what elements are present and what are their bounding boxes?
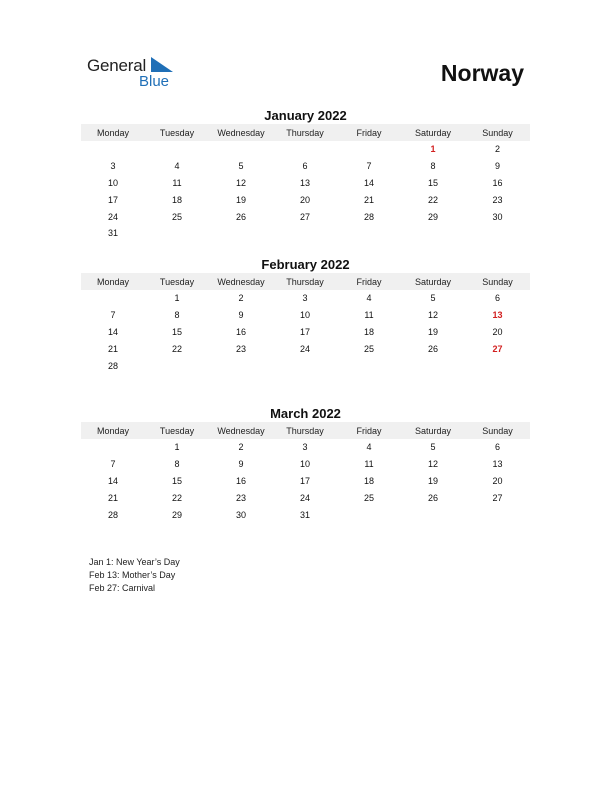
day-cell: 22 (171, 492, 182, 503)
day-cell: 4 (366, 442, 372, 453)
day-cell: 10 (107, 177, 118, 188)
logo-flag-icon (147, 57, 175, 73)
day-cell: 6 (494, 293, 500, 304)
day-cell: 28 (107, 360, 118, 371)
month-title: March 2022 (270, 406, 341, 421)
week-row (81, 208, 530, 225)
day-cell: 29 (171, 509, 182, 520)
month-calendar (81, 405, 530, 523)
weekday-header: Sunday (482, 425, 513, 436)
day-cell: 31 (299, 509, 310, 520)
day-cell: 5 (238, 161, 244, 172)
day-cell: 6 (494, 442, 500, 453)
day-cell: 7 (110, 459, 116, 470)
holiday-item: Feb 13: Mother’s Day (89, 570, 176, 580)
day-cell: 3 (302, 442, 308, 453)
week-row (81, 307, 530, 324)
week-row (81, 473, 530, 490)
generalblue-logo (87, 54, 187, 94)
day-cell: 12 (235, 177, 246, 188)
day-cell: 25 (363, 492, 374, 503)
day-cell: 10 (299, 310, 310, 321)
day-cell: 22 (427, 194, 438, 205)
day-cell: 21 (107, 343, 118, 354)
day-cell: 14 (107, 475, 118, 486)
weekday-header: Wednesday (217, 425, 265, 436)
month-calendar (81, 107, 530, 242)
weekday-header: Thursday (286, 425, 324, 436)
weekday-header: Tuesday (159, 425, 195, 436)
day-cell: 19 (235, 194, 246, 205)
weekday-header: Wednesday (217, 127, 265, 138)
week-row (81, 324, 530, 341)
day-cell: 30 (235, 509, 246, 520)
day-cell: 18 (363, 326, 374, 337)
week-row (81, 489, 530, 506)
weekday-header: Tuesday (159, 127, 195, 138)
day-cell: 24 (299, 492, 310, 503)
weekday-header: Thursday (286, 127, 324, 138)
holiday-item: Jan 1: New Year’s Day (89, 557, 180, 567)
weekday-header: Monday (96, 127, 130, 138)
weekday-header-row (81, 273, 530, 290)
weekday-header: Friday (356, 425, 382, 436)
week-row (81, 141, 530, 158)
day-cell: 12 (427, 310, 438, 321)
day-cell: 18 (171, 194, 182, 205)
day-cell: 26 (427, 492, 438, 503)
day-cell: 17 (299, 475, 310, 486)
week-row (81, 357, 530, 374)
day-cell: 5 (430, 293, 436, 304)
weekday-header-row (81, 422, 530, 439)
day-cell: 11 (172, 177, 182, 188)
day-cell: 26 (235, 211, 246, 222)
country-title: Norway (440, 60, 524, 86)
day-cell: 28 (363, 211, 374, 222)
day-cell: 24 (107, 211, 118, 222)
day-cell: 2 (494, 144, 500, 155)
day-cell: 7 (366, 161, 372, 172)
weekday-header: Monday (96, 425, 130, 436)
day-cell: 23 (492, 194, 503, 205)
day-cell: 26 (427, 343, 438, 354)
day-cell: 8 (174, 310, 180, 321)
day-cell: 14 (363, 177, 374, 188)
day-cell: 31 (107, 228, 118, 239)
day-cell: 17 (299, 326, 310, 337)
week-row (81, 456, 530, 473)
month-calendar (81, 256, 530, 374)
month-title: January 2022 (264, 108, 347, 123)
day-cell: 23 (235, 343, 246, 354)
day-cell: 6 (302, 161, 308, 172)
day-cell: 1 (174, 293, 180, 304)
day-cell: 2 (238, 293, 244, 304)
weekday-header: Tuesday (159, 276, 195, 287)
day-cell: 19 (427, 475, 438, 486)
day-cell: 30 (492, 211, 503, 222)
week-row (81, 191, 530, 208)
day-cell: 20 (492, 475, 503, 486)
day-cell: 4 (366, 293, 372, 304)
weekday-header: Wednesday (217, 276, 265, 287)
week-row (81, 290, 530, 307)
weekday-header: Sunday (482, 127, 513, 138)
day-cell: 16 (235, 475, 246, 486)
day-cell: 20 (299, 194, 310, 205)
day-cell: 25 (171, 211, 182, 222)
day-cell: 18 (363, 475, 374, 486)
week-row (81, 158, 530, 175)
week-row (81, 175, 530, 192)
week-row (81, 506, 530, 523)
logo-blue-text: Blue (139, 73, 170, 90)
day-cell: 13 (299, 177, 310, 188)
day-cell: 8 (430, 161, 436, 172)
day-cell: 1 (174, 442, 180, 453)
day-cell: 29 (427, 211, 438, 222)
weekday-header-row (81, 124, 530, 141)
day-cell: 13 (492, 310, 503, 321)
day-cell: 7 (110, 310, 116, 321)
weekday-header: Saturday (414, 276, 452, 287)
day-cell: 4 (174, 161, 180, 172)
day-cell: 11 (364, 310, 374, 321)
day-cell: 8 (174, 459, 180, 470)
day-cell: 24 (299, 343, 310, 354)
day-cell: 11 (364, 459, 374, 470)
day-cell: 16 (492, 177, 503, 188)
week-row (81, 225, 530, 242)
week-row (81, 439, 530, 456)
day-cell: 21 (363, 194, 374, 205)
day-cell: 27 (299, 211, 310, 222)
week-row (81, 340, 530, 357)
day-cell: 12 (427, 459, 438, 470)
day-cell: 22 (171, 343, 182, 354)
day-cell: 14 (107, 326, 118, 337)
day-cell: 25 (363, 343, 374, 354)
day-cell: 21 (107, 492, 118, 503)
weekday-header: Friday (356, 127, 382, 138)
day-cell: 20 (492, 326, 503, 337)
day-cell: 15 (427, 177, 438, 188)
day-cell: 17 (107, 194, 118, 205)
day-cell: 27 (492, 492, 503, 503)
logo-general-text: General (87, 56, 147, 75)
weekday-header: Saturday (414, 425, 452, 436)
day-cell: 3 (302, 293, 308, 304)
day-cell: 3 (110, 161, 116, 172)
day-cell: 2 (238, 442, 244, 453)
day-cell: 15 (171, 475, 182, 486)
day-cell: 13 (492, 459, 503, 470)
holiday-item: Feb 27: Carnival (89, 583, 156, 593)
weekday-header: Sunday (482, 276, 513, 287)
day-cell: 27 (492, 343, 503, 354)
weekday-header: Monday (96, 276, 130, 287)
weekday-header: Thursday (286, 276, 324, 287)
day-cell: 19 (427, 326, 438, 337)
day-cell: 10 (299, 459, 310, 470)
day-cell: 28 (107, 509, 118, 520)
day-cell: 9 (238, 459, 244, 470)
day-cell: 9 (494, 161, 500, 172)
day-cell: 16 (235, 326, 246, 337)
weekday-header: Friday (356, 276, 382, 287)
day-cell: 15 (171, 326, 182, 337)
day-cell: 1 (430, 144, 436, 155)
day-cell: 9 (238, 310, 244, 321)
month-title: February 2022 (261, 257, 350, 272)
holiday-list (89, 556, 180, 595)
weekday-header: Saturday (414, 127, 452, 138)
day-cell: 23 (235, 492, 246, 503)
day-cell: 5 (430, 442, 436, 453)
